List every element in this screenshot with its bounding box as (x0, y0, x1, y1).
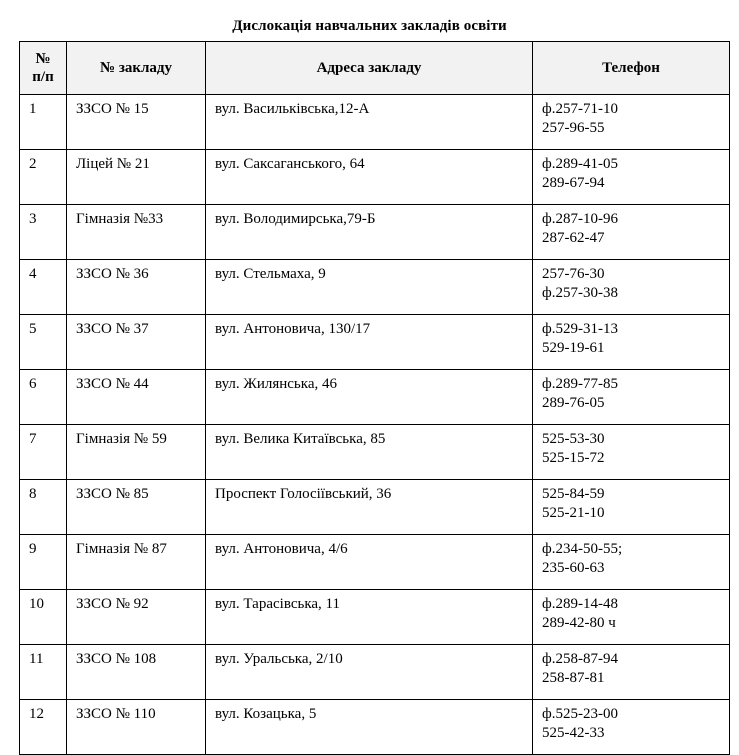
cell-address: вул. Антоновича, 130/17 (206, 315, 533, 370)
cell-institution: Гімназія №33 (67, 205, 206, 260)
cell-institution: ЗЗСО № 36 (67, 260, 206, 315)
phone-line-secondary: ф.257-30-38 (542, 285, 618, 301)
phone-line-primary: ф.289-41-05 (542, 156, 618, 172)
cell-row-number: 6 (20, 370, 67, 425)
cell-address: вул. Уральська, 2/10 (206, 645, 533, 700)
table-row (20, 150, 730, 205)
phone-line-primary: ф.529-31-13 (542, 321, 618, 337)
phone-line-secondary: 529-19-61 (542, 340, 605, 356)
column-header-address: Адреса закладу (206, 42, 533, 95)
cell-institution: Гімназія № 59 (67, 425, 206, 480)
cell-row-number: 7 (20, 425, 67, 480)
column-header-number (20, 42, 67, 95)
cell-address: вул. Володимирська,79-Б (206, 205, 533, 260)
table-header (20, 42, 730, 95)
cell-phone (533, 205, 730, 260)
cell-phone (533, 315, 730, 370)
cell-row-number: 5 (20, 315, 67, 370)
cell-row-number: 4 (20, 260, 67, 315)
table-row (20, 590, 730, 645)
table-row (20, 315, 730, 370)
page-title: Дислокація навчальних закладів освіти (232, 18, 507, 34)
phone-line-primary: 525-84-59 (542, 486, 605, 502)
cell-phone (533, 370, 730, 425)
cell-row-number: 11 (20, 645, 67, 700)
table-body (20, 95, 730, 755)
cell-address: вул. Тарасівська, 11 (206, 590, 533, 645)
cell-institution: ЗЗСО № 37 (67, 315, 206, 370)
column-header-phone: Телефон (533, 42, 730, 95)
cell-institution: Ліцей № 21 (67, 150, 206, 205)
phone-line-secondary: 257-96-55 (542, 120, 605, 136)
table-row (20, 645, 730, 700)
cell-institution: Гімназія № 87 (67, 535, 206, 590)
phone-line-secondary: 525-42-33 (542, 725, 605, 741)
cell-row-number: 10 (20, 590, 67, 645)
table-row (20, 425, 730, 480)
cell-row-number: 12 (20, 700, 67, 755)
phone-line-secondary: 258-87-81 (542, 670, 605, 686)
cell-institution: ЗЗСО № 108 (67, 645, 206, 700)
table-row (20, 480, 730, 535)
cell-row-number: 2 (20, 150, 67, 205)
phone-line-secondary: 287-62-47 (542, 230, 605, 246)
phone-line-primary: 525-53-30 (542, 431, 605, 447)
cell-institution: ЗЗСО № 110 (67, 700, 206, 755)
phone-line-secondary: 525-15-72 (542, 450, 605, 466)
cell-phone (533, 535, 730, 590)
cell-row-number: 1 (20, 95, 67, 150)
phone-line-primary: ф.234-50-55; (542, 541, 623, 557)
cell-phone (533, 95, 730, 150)
cell-phone (533, 645, 730, 700)
cell-address: вул. Стельмаха, 9 (206, 260, 533, 315)
phone-line-primary: ф.257-71-10 (542, 101, 618, 117)
cell-address: вул. Васильківська,12-А (206, 95, 533, 150)
phone-line-secondary: 235-60-63 (542, 560, 605, 576)
cell-institution: ЗЗСО № 92 (67, 590, 206, 645)
table-row (20, 370, 730, 425)
phone-line-secondary: 289-76-05 (542, 395, 605, 411)
cell-phone (533, 150, 730, 205)
table-row (20, 535, 730, 590)
phone-line-primary: ф.525-23-00 (542, 706, 618, 722)
column-header-number-line2: п/п (32, 69, 54, 85)
phone-line-secondary: 289-67-94 (542, 175, 605, 191)
cell-phone (533, 260, 730, 315)
phone-line-primary: ф.287-10-96 (542, 211, 618, 227)
phone-line-primary: ф.289-77-85 (542, 376, 618, 392)
cell-address: вул. Саксаганського, 64 (206, 150, 533, 205)
cell-address: вул. Антоновича, 4/6 (206, 535, 533, 590)
phone-line-secondary: 525-21-10 (542, 505, 605, 521)
cell-phone (533, 480, 730, 535)
cell-row-number: 8 (20, 480, 67, 535)
cell-phone (533, 590, 730, 645)
cell-institution: ЗЗСО № 44 (67, 370, 206, 425)
cell-institution: ЗЗСО № 15 (67, 95, 206, 150)
cell-row-number: 3 (20, 205, 67, 260)
table-row (20, 260, 730, 315)
cell-address: Проспект Голосіївський, 36 (206, 480, 533, 535)
phone-line-primary: ф.289-14-48 (542, 596, 618, 612)
cell-institution: ЗЗСО № 85 (67, 480, 206, 535)
table-header-row (20, 42, 730, 95)
cell-address: вул. Велика Китаївська, 85 (206, 425, 533, 480)
cell-address: вул. Козацька, 5 (206, 700, 533, 755)
cell-address: вул. Жилянська, 46 (206, 370, 533, 425)
cell-phone (533, 700, 730, 755)
table-row (20, 95, 730, 150)
phone-line-secondary: 289-42-80 ч (542, 615, 616, 631)
table-row (20, 700, 730, 755)
column-header-number-line1: № (35, 51, 51, 67)
cell-row-number: 9 (20, 535, 67, 590)
column-header-institution: № закладу (67, 42, 206, 95)
table-row (20, 205, 730, 260)
cell-phone (533, 425, 730, 480)
phone-line-primary: ф.258-87-94 (542, 651, 618, 667)
phone-line-primary: 257-76-30 (542, 266, 605, 282)
